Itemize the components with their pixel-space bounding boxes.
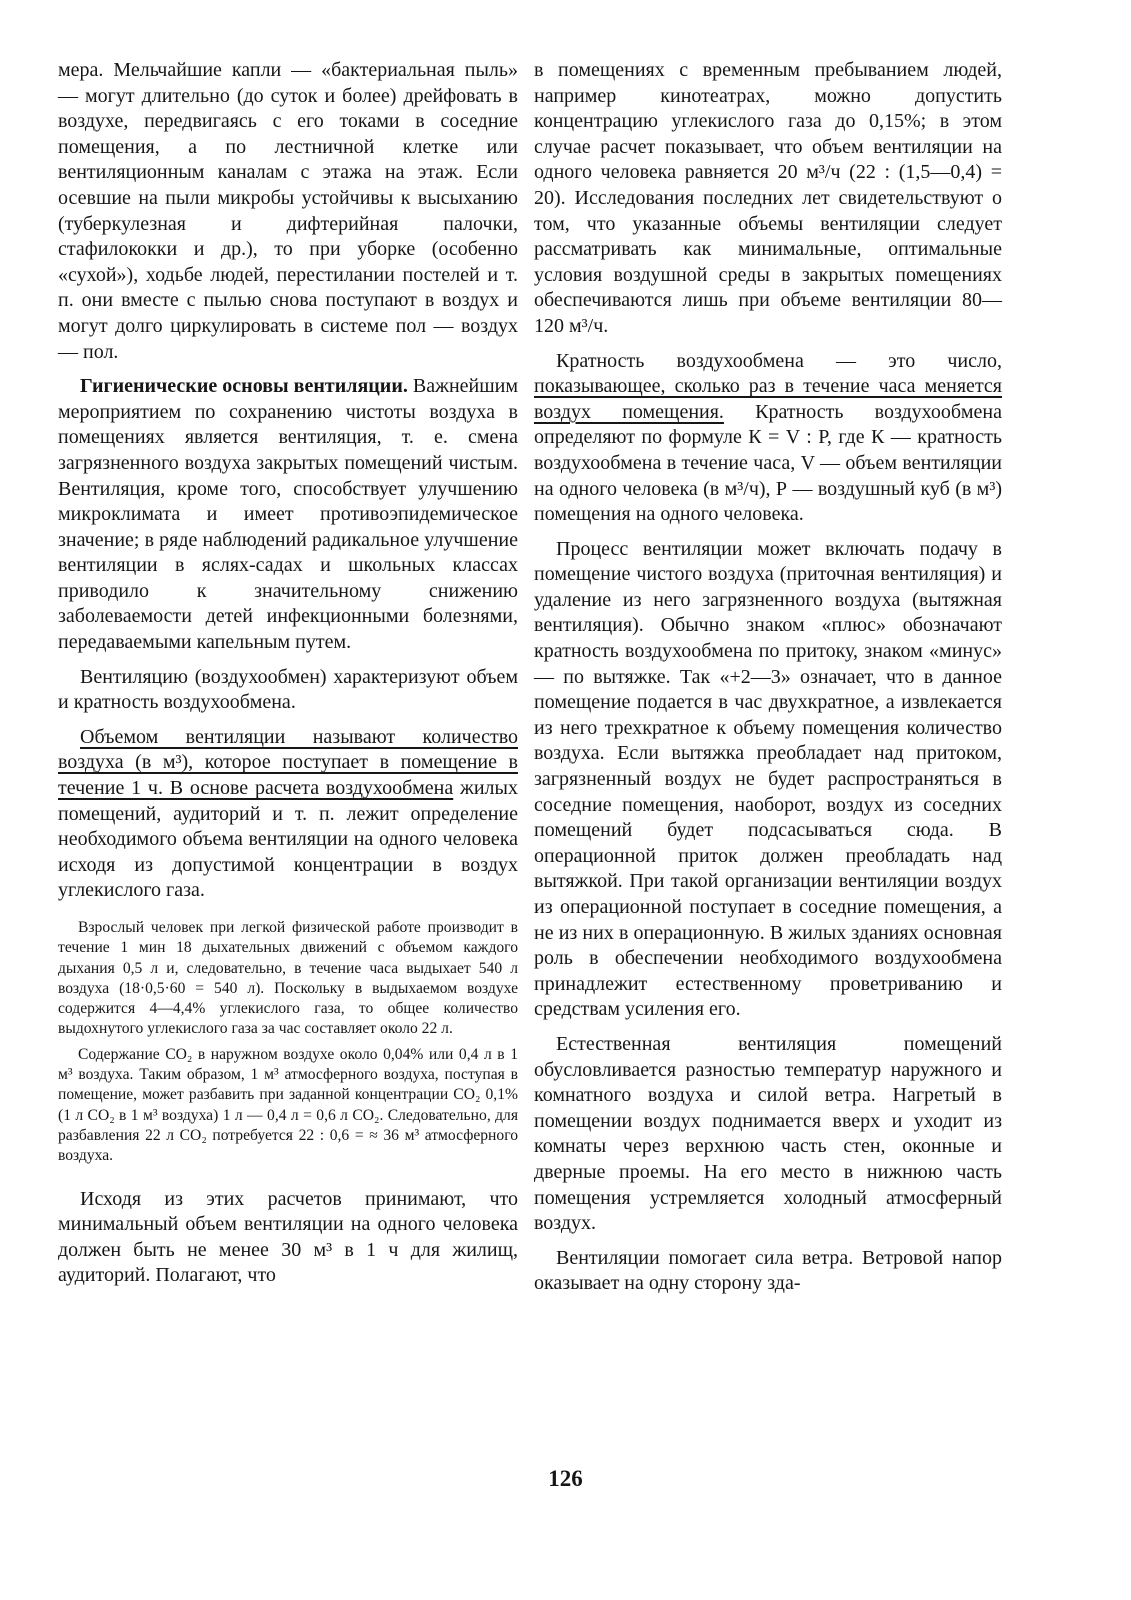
paragraph-volume-definition-rest: жилых помещений, аудиторий и т. п. лежит определение необходимого объема вентиляции на одного человека исходя из допустимой концентрации в воздух углекислого газа. xyxy=(58,777,518,902)
note-co2: Содержание CO₂ в наружном воздухе около 0,04% или 0,4 л в 1 м³ воздуха. Таким образом, 1 м³ атмосферного воздуха, поступая в помещение, может разбавить при заданной концентрации CO₂ 0,1% (1 л CO₂ в 1 м³ воздуха) 1 л — 0,4 л = 0,6 л CO₂. Следовательно, для разбавления 22 л CO₂ потребуется 22 : 0,6 = ≈ 36 м³ атмосферного воздуха. xyxy=(58,1045,518,1165)
paragraph-minimum-volume: Исходя из этих расчетов принимают, что минимальный объем вентиляции на одного человека должен быть не менее 30 м³ в 1 ч для жилищ, аудиторий. Полагают, что xyxy=(58,1187,518,1287)
paragraph-natural-ventilation: Естественная вентиляция помещений обусловливается разностью температур наружного и комнатного воздуха и силой ветра. Нагретый в помещении воздух поднимается вверх и уходит из комнаты через верхнюю часть стен, оконные и дверные проемы. На его место в нижнюю часть помещения устремляется холодный атмосферный воздух. xyxy=(534,1032,1002,1235)
paragraph-air-exchange-rate xyxy=(534,349,1002,528)
paragraph-volume-definition xyxy=(58,725,518,904)
paragraph-ventilation-basics xyxy=(58,374,518,656)
page-number: 126 xyxy=(548,1466,583,1491)
paragraph-ventilation-process: Процесс вентиляции может включать подачу в помещение чистого воздуха (приточная вентиляция) и удаление из него загрязненного воздуха (вытяжная вентиляция). Обычно знаком «плюс» обозначают кратность воздухообмена по притоку, знаком «минус» — по вытяжке. Так «+2—3» означает, что в данное помещение подается в час двухкратное, а извлекается из него трехкратное к объему помещения количество воздуха. Если вытяжка преобладает над притоком, загрязненный воздух не будет распространяться в соседние помещения, наоборот, воздух из соседних помещений будет подсасываться сюда. В операционной приток должен преобладать над вытяжкой. При такой организации вентиляции воздух из операционной поступает в соседние помещения, а не из них в операционную. В жилых зданиях основная роль в обеспечении необходимого воздухообмена принадлежит естественному проветриванию и средствам усиления его. xyxy=(534,537,1002,1021)
note-breathing: Взрослый человек при легкой физической работе производит в течение 1 мин 18 дыхательных движений с объемом каждого дыхания 0,5 л и, следовательно, в течение часа выдыхает 540 л воздуха (18·0,5·60 = 540 л). Поскольку в выдыхаемом воздухе содержится 4—4,4% углекислого газа, то общее количество выдохнутого углекислого газа за час составляет около 22 л. xyxy=(58,919,518,1038)
left-column xyxy=(58,58,518,1298)
paragraph-dust: мера. Мельчайшие капли — «бактериальная пыль» — могут длительно (до суток и более) дрейфовать в воздухе, передвигаясь с его токами в соседние помещения, а по лестничной клетке или вентиляционным каналам с этажа на этаж. Если осевшие на пыли микробы устойчивы к высыханию (туберкулезная и дифтерийная палочки, стафилококки и др.), то при уборке (особенно «сухой»), ходьбе людей, перестилании постелей и т. п. они вместе с пылью снова поступают в воздух и могут долго циркулировать в системе пол — воздух — пол. xyxy=(58,59,518,363)
rate-intro: Кратность воздухообмена — это число, xyxy=(556,349,1002,372)
paragraph-characteristics: Вентиляцию (воздухообмен) характеризуют объем и кратность воздухообмена. xyxy=(58,665,518,714)
section-heading: Гигиенические основы вентиляции. xyxy=(80,375,408,398)
paragraph-wind: Вентиляции помогает сила ветра. Ветровой напор оказывает на одну сторону зда- xyxy=(534,1246,1002,1295)
rate-formula: Кратность воздухообмена определяют по формуле К = V : Р, где К — кратность воздухообмена в течение часа, V — объем вентиляции на одного человека (в м³/ч), Р — воздушный куб (в м³) помещения на одного человека. xyxy=(534,400,1003,526)
calculation-note xyxy=(58,918,518,1167)
underlined-rate-definition: показывающее, сколько раз в течение часа меняется воздух помещения. xyxy=(534,375,1002,423)
paragraph-cinema: в помещениях с временным пребыванием людей, например кинотеатрах, можно допустить концентрацию углекислого газа до 0,15%; в этом случае расчет показывает, что объем вентиляции на одного человека равняется 20 м³/ч (22 : (1,5—0,4) = 20). Исследования последних лет свидетельствуют о том, что указанные объемы вентиляции следует рассматривать как минимальные, оптимальные условия воздушной среды в закрытых помещениях обеспечиваются лишь при объеме вентиляции 80—120 м³/ч. xyxy=(534,59,1002,337)
right-column xyxy=(534,58,1002,1306)
underlined-definition: Объемом вентиляции называют количество воздуха (в м³), которое поступает в помещение в течение 1 ч. В основе расчета воздухообмена xyxy=(58,725,518,800)
paragraph-ventilation-basics-body: Важнейшим мероприятием по сохранению чистоты воздуха в помещениях является вентиляция, т. е. смена загрязненного воздуха закрытых помещений чистым. Вентиляция, кроме того, способствует улучшению микроклимата и имеет противоэпидемическое значение; в ряде наблюдений радикальное улучшение вентиляции в яслях-садах и школьных классах приводило к значительному снижению заболеваемости детей инфекционными болезнями, передаваемыми капельным путем. xyxy=(58,375,518,654)
